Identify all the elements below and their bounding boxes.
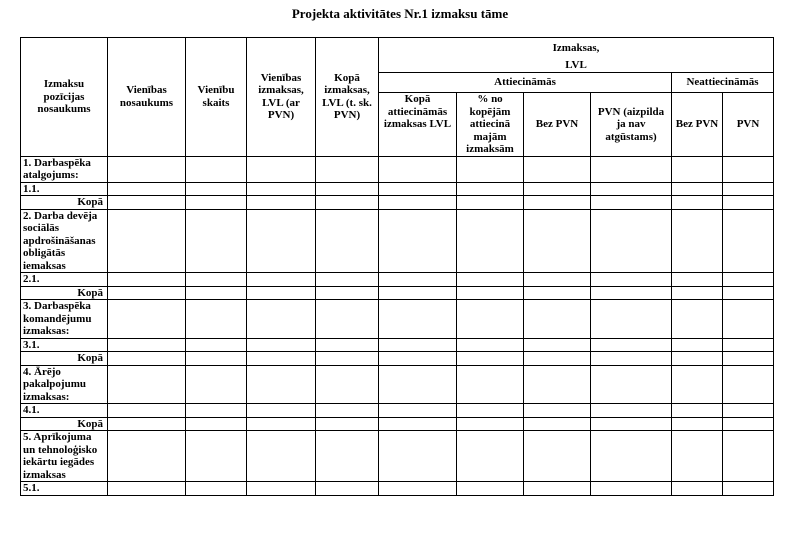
value-cell[interactable]	[379, 482, 457, 496]
value-cell[interactable]	[108, 417, 186, 431]
value-cell[interactable]	[247, 156, 316, 182]
value-cell[interactable]	[457, 482, 524, 496]
value-cell[interactable]	[379, 273, 457, 287]
header-eligible-percent: % no kopējām attiecinā majām izmaksām	[457, 93, 524, 157]
row-label: 5. Aprīkojuma un tehnoloģisko iekārtu iegādes izmaksas	[21, 431, 108, 482]
value-cell[interactable]	[108, 352, 186, 366]
value-cell[interactable]	[591, 365, 672, 404]
value-cell[interactable]	[672, 352, 723, 366]
table-row-section	[21, 365, 774, 404]
value-cell[interactable]	[186, 209, 247, 273]
value-cell[interactable]	[247, 404, 316, 418]
table-row-subitem	[21, 482, 774, 496]
value-cell[interactable]	[591, 156, 672, 182]
header-unit-cost: Vienības izmaksas, LVL (ar PVN)	[247, 38, 316, 157]
table-row-subitem	[21, 273, 774, 287]
value-cell[interactable]	[316, 300, 379, 339]
value-cell[interactable]	[723, 156, 774, 182]
value-cell[interactable]	[186, 352, 247, 366]
value-cell[interactable]	[379, 365, 457, 404]
value-cell[interactable]	[186, 338, 247, 352]
row-label: 4.1.	[21, 404, 108, 418]
header-ineligible-vat: PVN	[723, 93, 774, 157]
value-cell[interactable]	[457, 338, 524, 352]
value-cell[interactable]	[247, 209, 316, 273]
value-cell[interactable]	[457, 182, 524, 196]
value-cell[interactable]	[457, 286, 524, 300]
value-cell[interactable]	[186, 196, 247, 210]
value-cell[interactable]	[723, 286, 774, 300]
value-cell[interactable]	[186, 286, 247, 300]
row-label: Kopā	[21, 352, 108, 366]
value-cell[interactable]	[316, 365, 379, 404]
value-cell[interactable]	[247, 365, 316, 404]
value-cell[interactable]	[108, 365, 186, 404]
value-cell[interactable]	[723, 352, 774, 366]
header-ineligible: Neattiecināmās	[672, 73, 774, 93]
row-label: 4. Ārējo pakalpojumu izmaksas:	[21, 365, 108, 404]
value-cell[interactable]	[672, 156, 723, 182]
value-cell[interactable]	[247, 286, 316, 300]
table-row-total	[21, 286, 774, 300]
value-cell[interactable]	[591, 431, 672, 482]
value-cell[interactable]	[723, 482, 774, 496]
header-unit-name: Vienības nosaukums	[108, 38, 186, 157]
value-cell[interactable]	[247, 196, 316, 210]
header-position: Izmaksu pozīcijas nosaukums	[21, 38, 108, 157]
value-cell[interactable]	[186, 273, 247, 287]
value-cell[interactable]	[108, 209, 186, 273]
header-unit-count: Vienību skaits	[186, 38, 247, 157]
table-row-total	[21, 196, 774, 210]
value-cell[interactable]	[186, 365, 247, 404]
value-cell[interactable]	[379, 417, 457, 431]
value-cell[interactable]	[108, 286, 186, 300]
value-cell[interactable]	[379, 286, 457, 300]
value-cell[interactable]	[723, 338, 774, 352]
value-cell[interactable]	[379, 431, 457, 482]
value-cell[interactable]	[316, 286, 379, 300]
value-cell[interactable]	[247, 338, 316, 352]
value-cell[interactable]	[186, 404, 247, 418]
value-cell[interactable]	[524, 352, 591, 366]
value-cell[interactable]	[457, 156, 524, 182]
value-cell[interactable]	[672, 417, 723, 431]
header-costs-unit: LVL	[379, 58, 774, 73]
value-cell[interactable]	[524, 209, 591, 273]
table-row-subitem	[21, 404, 774, 418]
value-cell[interactable]	[524, 431, 591, 482]
value-cell[interactable]	[108, 273, 186, 287]
row-label: 3. Darbaspēka komandējumu izmaksas:	[21, 300, 108, 339]
value-cell[interactable]	[316, 182, 379, 196]
value-cell[interactable]	[316, 209, 379, 273]
value-cell[interactable]	[524, 482, 591, 496]
table-row-section	[21, 300, 774, 339]
table-row-section	[21, 156, 774, 182]
value-cell[interactable]	[457, 352, 524, 366]
value-cell[interactable]	[672, 482, 723, 496]
value-cell[interactable]	[379, 300, 457, 339]
value-cell[interactable]	[591, 182, 672, 196]
value-cell[interactable]	[524, 286, 591, 300]
table-row-subitem	[21, 182, 774, 196]
header-costs: Izmaksas,	[379, 38, 774, 59]
value-cell[interactable]	[672, 273, 723, 287]
header-eligible: Attiecināmās	[379, 73, 672, 93]
value-cell[interactable]	[457, 404, 524, 418]
table-row-section	[21, 431, 774, 482]
row-label: Kopā	[21, 286, 108, 300]
value-cell[interactable]	[379, 338, 457, 352]
document-title: Projekta aktivitātes Nr.1 izmaksu tāme	[291, 6, 509, 21]
value-cell[interactable]	[379, 209, 457, 273]
row-label: 2. Darba devēja sociālās apdrošināšanas obligātās iemaksas	[21, 209, 108, 273]
value-cell[interactable]	[524, 273, 591, 287]
value-cell[interactable]	[723, 182, 774, 196]
value-cell[interactable]	[186, 482, 247, 496]
value-cell[interactable]	[457, 273, 524, 287]
value-cell[interactable]	[524, 300, 591, 339]
value-cell[interactable]	[186, 156, 247, 182]
value-cell[interactable]	[457, 196, 524, 210]
value-cell[interactable]	[457, 417, 524, 431]
value-cell[interactable]	[524, 182, 591, 196]
table-row-total	[21, 417, 774, 431]
value-cell[interactable]	[316, 352, 379, 366]
value-cell[interactable]	[672, 404, 723, 418]
value-cell[interactable]	[524, 156, 591, 182]
value-cell[interactable]	[591, 196, 672, 210]
value-cell[interactable]	[247, 182, 316, 196]
value-cell[interactable]	[108, 300, 186, 339]
value-cell[interactable]	[591, 417, 672, 431]
value-cell[interactable]	[723, 404, 774, 418]
value-cell[interactable]	[316, 156, 379, 182]
value-cell[interactable]	[316, 404, 379, 418]
row-label: 1.1.	[21, 182, 108, 196]
value-cell[interactable]	[524, 417, 591, 431]
value-cell[interactable]	[672, 431, 723, 482]
row-label: 2.1.	[21, 273, 108, 287]
value-cell[interactable]	[379, 196, 457, 210]
value-cell[interactable]	[316, 482, 379, 496]
value-cell[interactable]	[723, 209, 774, 273]
budget-table	[20, 37, 774, 496]
value-cell[interactable]	[108, 196, 186, 210]
value-cell[interactable]	[591, 338, 672, 352]
value-cell[interactable]	[591, 286, 672, 300]
value-cell[interactable]	[524, 365, 591, 404]
value-cell[interactable]	[247, 431, 316, 482]
value-cell[interactable]	[723, 431, 774, 482]
value-cell[interactable]	[723, 417, 774, 431]
value-cell[interactable]	[186, 300, 247, 339]
value-cell[interactable]	[108, 338, 186, 352]
value-cell[interactable]	[672, 365, 723, 404]
value-cell[interactable]	[672, 338, 723, 352]
value-cell[interactable]	[108, 182, 186, 196]
value-cell[interactable]	[672, 209, 723, 273]
header-eligible-vat: PVN (aizpilda ja nav atgūstams)	[591, 93, 672, 157]
header-ineligible-no-vat: Bez PVN	[672, 93, 723, 157]
value-cell[interactable]	[457, 365, 524, 404]
value-cell[interactable]	[316, 431, 379, 482]
value-cell[interactable]	[108, 482, 186, 496]
value-cell[interactable]	[457, 300, 524, 339]
value-cell[interactable]	[316, 338, 379, 352]
row-label: Kopā	[21, 417, 108, 431]
value-cell[interactable]	[247, 300, 316, 339]
value-cell[interactable]	[524, 338, 591, 352]
value-cell[interactable]	[723, 300, 774, 339]
value-cell[interactable]	[723, 365, 774, 404]
table-row-section	[21, 209, 774, 273]
value-cell[interactable]	[457, 209, 524, 273]
value-cell[interactable]	[316, 417, 379, 431]
value-cell[interactable]	[591, 482, 672, 496]
value-cell[interactable]	[108, 404, 186, 418]
value-cell[interactable]	[316, 273, 379, 287]
value-cell[interactable]	[672, 300, 723, 339]
value-cell[interactable]	[316, 196, 379, 210]
value-cell[interactable]	[247, 352, 316, 366]
value-cell[interactable]	[247, 417, 316, 431]
row-label: 3.1.	[21, 338, 108, 352]
value-cell[interactable]	[591, 209, 672, 273]
row-label: 5.1.	[21, 482, 108, 496]
value-cell[interactable]	[186, 182, 247, 196]
header-total-cost: Kopā izmaksas, LVL (t. sk. PVN)	[316, 38, 379, 157]
value-cell[interactable]	[247, 482, 316, 496]
value-cell[interactable]	[591, 273, 672, 287]
value-cell[interactable]	[591, 352, 672, 366]
value-cell[interactable]	[524, 196, 591, 210]
value-cell[interactable]	[591, 404, 672, 418]
table-body	[21, 156, 774, 495]
value-cell[interactable]	[672, 196, 723, 210]
row-label: 1. Darbaspēka atalgojums:	[21, 156, 108, 182]
value-cell[interactable]	[457, 431, 524, 482]
value-cell[interactable]	[186, 417, 247, 431]
header-eligible-no-vat: Bez PVN	[524, 93, 591, 157]
value-cell[interactable]	[591, 300, 672, 339]
table-row-total	[21, 352, 774, 366]
table-row-subitem	[21, 338, 774, 352]
value-cell[interactable]	[247, 273, 316, 287]
value-cell[interactable]	[672, 286, 723, 300]
value-cell[interactable]	[672, 182, 723, 196]
value-cell[interactable]	[723, 273, 774, 287]
row-label: Kopā	[21, 196, 108, 210]
value-cell[interactable]	[379, 182, 457, 196]
value-cell[interactable]	[379, 156, 457, 182]
value-cell[interactable]	[108, 431, 186, 482]
value-cell[interactable]	[186, 431, 247, 482]
value-cell[interactable]	[723, 196, 774, 210]
value-cell[interactable]	[379, 404, 457, 418]
value-cell[interactable]	[108, 156, 186, 182]
header-eligible-total: Kopā attiecināmās izmaksas LVL	[379, 93, 457, 157]
value-cell[interactable]	[379, 352, 457, 366]
value-cell[interactable]	[524, 404, 591, 418]
